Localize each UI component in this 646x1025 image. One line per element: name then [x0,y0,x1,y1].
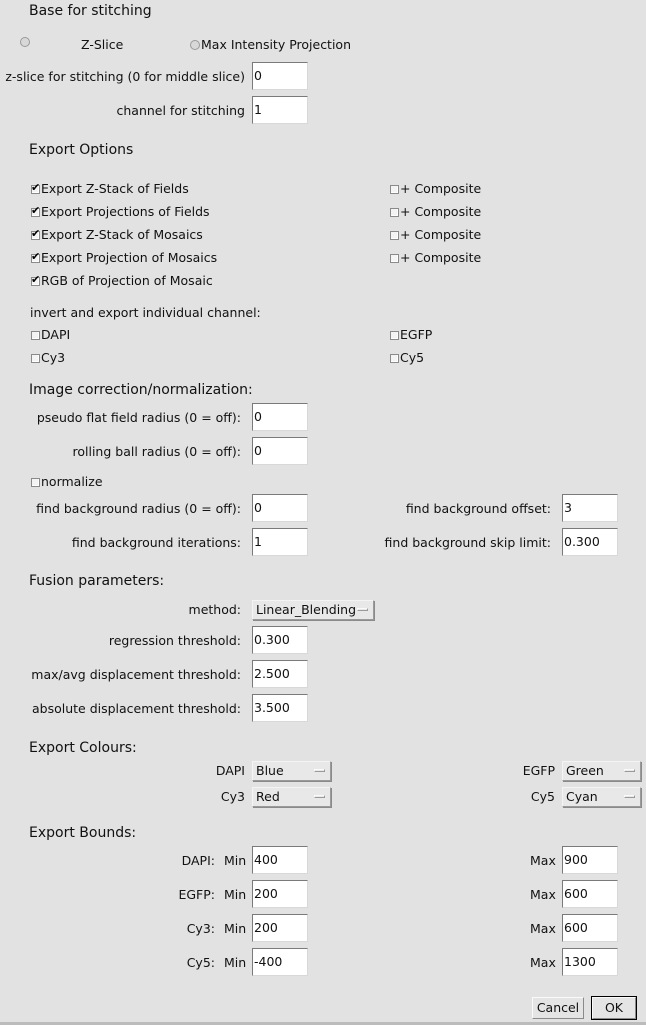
colours-section-title: Export Colours: [29,740,137,756]
checkbox-icon [390,354,399,363]
method-dropdown[interactable] [252,600,374,620]
bg-radius-input[interactable]: 0 [252,494,308,522]
bounds-cy5-label: Cy5: [186,955,215,970]
composite-checkbox-3[interactable] [390,227,481,243]
composite-checkbox-4[interactable] [390,250,481,266]
bounds-egfp-label: EGFP: [178,887,215,902]
dropdown-value: Blue [256,763,284,778]
dropdown-value: Green [566,763,604,778]
dropdown-value: Red [256,789,280,804]
bounds-cy5-min-input[interactable]: -400 [252,948,308,976]
checkbox-label: RGB of Projection of Mosaic [41,273,213,288]
bounds-min-label: Min [224,887,247,902]
bounds-cy3-min-input[interactable]: 200 [252,914,308,942]
dropdown-indicator-icon [624,769,635,772]
colour-egfp-dropdown[interactable] [562,761,641,781]
checkbox-label: Cy5 [400,350,425,365]
bounds-max-label: Max [530,921,556,936]
channel-label: channel for stitching [116,103,245,118]
radio-icon [20,37,30,47]
bounds-min-label: Min [224,921,247,936]
bounds-section-title: Export Bounds: [29,825,137,841]
checkbox-label: normalize [41,474,103,489]
checkbox-checked-icon [31,277,40,286]
export-projection-mosaics-checkbox[interactable] [31,250,217,266]
checkbox-icon [390,331,399,340]
dropdown-indicator-icon [314,769,325,772]
checkbox-label: Export Z-Stack of Fields [41,181,189,196]
invert-cy5-checkbox[interactable] [390,350,424,366]
absolute-input[interactable]: 3.500 [252,694,308,722]
composite-checkbox-1[interactable] [390,181,481,197]
checkbox-icon [390,254,399,263]
bounds-min-label: Min [224,955,247,970]
export-zstack-mosaics-checkbox[interactable] [31,227,203,243]
colour-cy5-label: Cy5 [530,789,555,804]
cancel-button[interactable]: Cancel [532,997,584,1019]
stitching-section-title: Base for stitching [29,3,152,19]
flat-field-input[interactable]: 0 [252,403,308,431]
colour-dapi-label: DAPI [215,763,245,778]
dropdown-indicator-icon [624,795,635,798]
checkbox-icon [31,354,40,363]
maxavg-label: max/avg displacement threshold: [31,667,241,682]
bg-skip-input[interactable]: 0.300 [562,528,618,556]
fusion-section-title: Fusion parameters: [29,573,165,589]
bounds-dapi-max-input[interactable]: 900 [562,846,618,874]
checkbox-icon [31,478,40,487]
colour-cy3-dropdown[interactable] [252,787,331,807]
bounds-min-label: Min [224,853,247,868]
export-options-title: Export Options [29,142,134,158]
bounds-max-label: Max [530,955,556,970]
checkbox-icon [31,331,40,340]
bounds-max-label: Max [530,853,556,868]
bg-offset-label: find background offset: [405,501,551,516]
zslice-radio-label: Z-Slice [81,37,124,52]
bg-radius-label: find background radius (0 = off): [36,501,241,516]
absolute-label: absolute displacement threshold: [31,701,241,716]
bg-iterations-label: find background iterations: [71,535,241,550]
colour-egfp-label: EGFP [522,763,555,778]
checkbox-icon [390,231,399,240]
invert-channel-label: invert and export individual channel: [30,305,261,320]
zslice-label: z-slice for stitching (0 for middle slice) [5,69,245,84]
bg-skip-label: find background skip limit: [384,535,551,550]
bg-offset-input[interactable]: 3 [562,494,618,522]
rolling-ball-input[interactable]: 0 [252,437,308,465]
maxavg-input[interactable]: 2.500 [252,660,308,688]
method-label: method: [188,602,241,617]
invert-dapi-checkbox[interactable] [31,327,70,343]
correction-section-title: Image correction/normalization: [29,382,253,398]
flat-field-label: pseudo flat field radius (0 = off): [36,410,241,425]
checkbox-label: DAPI [41,327,71,342]
dropdown-indicator-icon [314,795,325,798]
export-projections-fields-checkbox[interactable] [31,204,210,220]
checkbox-icon [390,208,399,217]
checkbox-label: + Composite [400,204,482,219]
colour-cy3-label: Cy3 [220,789,245,804]
bg-iterations-input[interactable]: 1 [252,528,308,556]
checkbox-label: + Composite [400,181,482,196]
normalize-checkbox[interactable] [31,474,103,490]
checkbox-label: + Composite [400,227,482,242]
zslice-radio[interactable] [20,37,30,47]
composite-checkbox-2[interactable] [390,204,481,220]
ok-button[interactable]: OK [592,997,636,1019]
checkbox-label: Export Projections of Fields [41,204,210,219]
checkbox-checked-icon [31,231,40,240]
dropdown-value: Cyan [566,789,598,804]
regression-input[interactable]: 0.300 [252,626,308,654]
checkbox-label: Export Z-Stack of Mosaics [41,227,203,242]
rgb-projection-mosaic-checkbox[interactable] [31,273,213,289]
regression-label: regression threshold: [108,633,241,648]
checkbox-icon [390,185,399,194]
checkbox-label: Export Projection of Mosaics [41,250,218,265]
checkbox-label: Cy3 [41,350,66,365]
method-dropdown-value: Linear_Blending [256,602,357,617]
colour-cy5-dropdown[interactable] [562,787,641,807]
invert-egfp-checkbox[interactable] [390,327,432,343]
checkbox-label: + Composite [400,250,482,265]
mip-radio-label: Max Intensity Projection [201,37,352,52]
channel-input[interactable]: 1 [252,96,308,124]
colour-dapi-dropdown[interactable] [252,761,331,781]
invert-cy3-checkbox[interactable] [31,350,65,366]
zslice-input[interactable]: 0 [252,62,308,90]
bounds-cy3-max-input[interactable]: 600 [562,914,618,942]
rolling-ball-label: rolling ball radius (0 = off): [72,444,241,459]
bounds-max-label: Max [530,887,556,902]
bounds-cy5-max-input[interactable]: 1300 [562,948,618,976]
export-zstack-fields-checkbox[interactable] [31,181,189,197]
checkbox-checked-icon [31,254,40,263]
checkbox-label: EGFP [400,327,433,342]
mip-radio[interactable] [190,37,351,53]
radio-icon [190,40,200,50]
bounds-cy3-label: Cy3: [186,921,215,936]
checkbox-checked-icon [31,185,40,194]
dropdown-indicator-icon [357,608,368,611]
bounds-dapi-label: DAPI: [181,853,215,868]
bounds-egfp-min-input[interactable]: 200 [252,880,308,908]
bounds-egfp-max-input[interactable]: 600 [562,880,618,908]
bounds-dapi-min-input[interactable]: 400 [252,846,308,874]
checkbox-checked-icon [31,208,40,217]
